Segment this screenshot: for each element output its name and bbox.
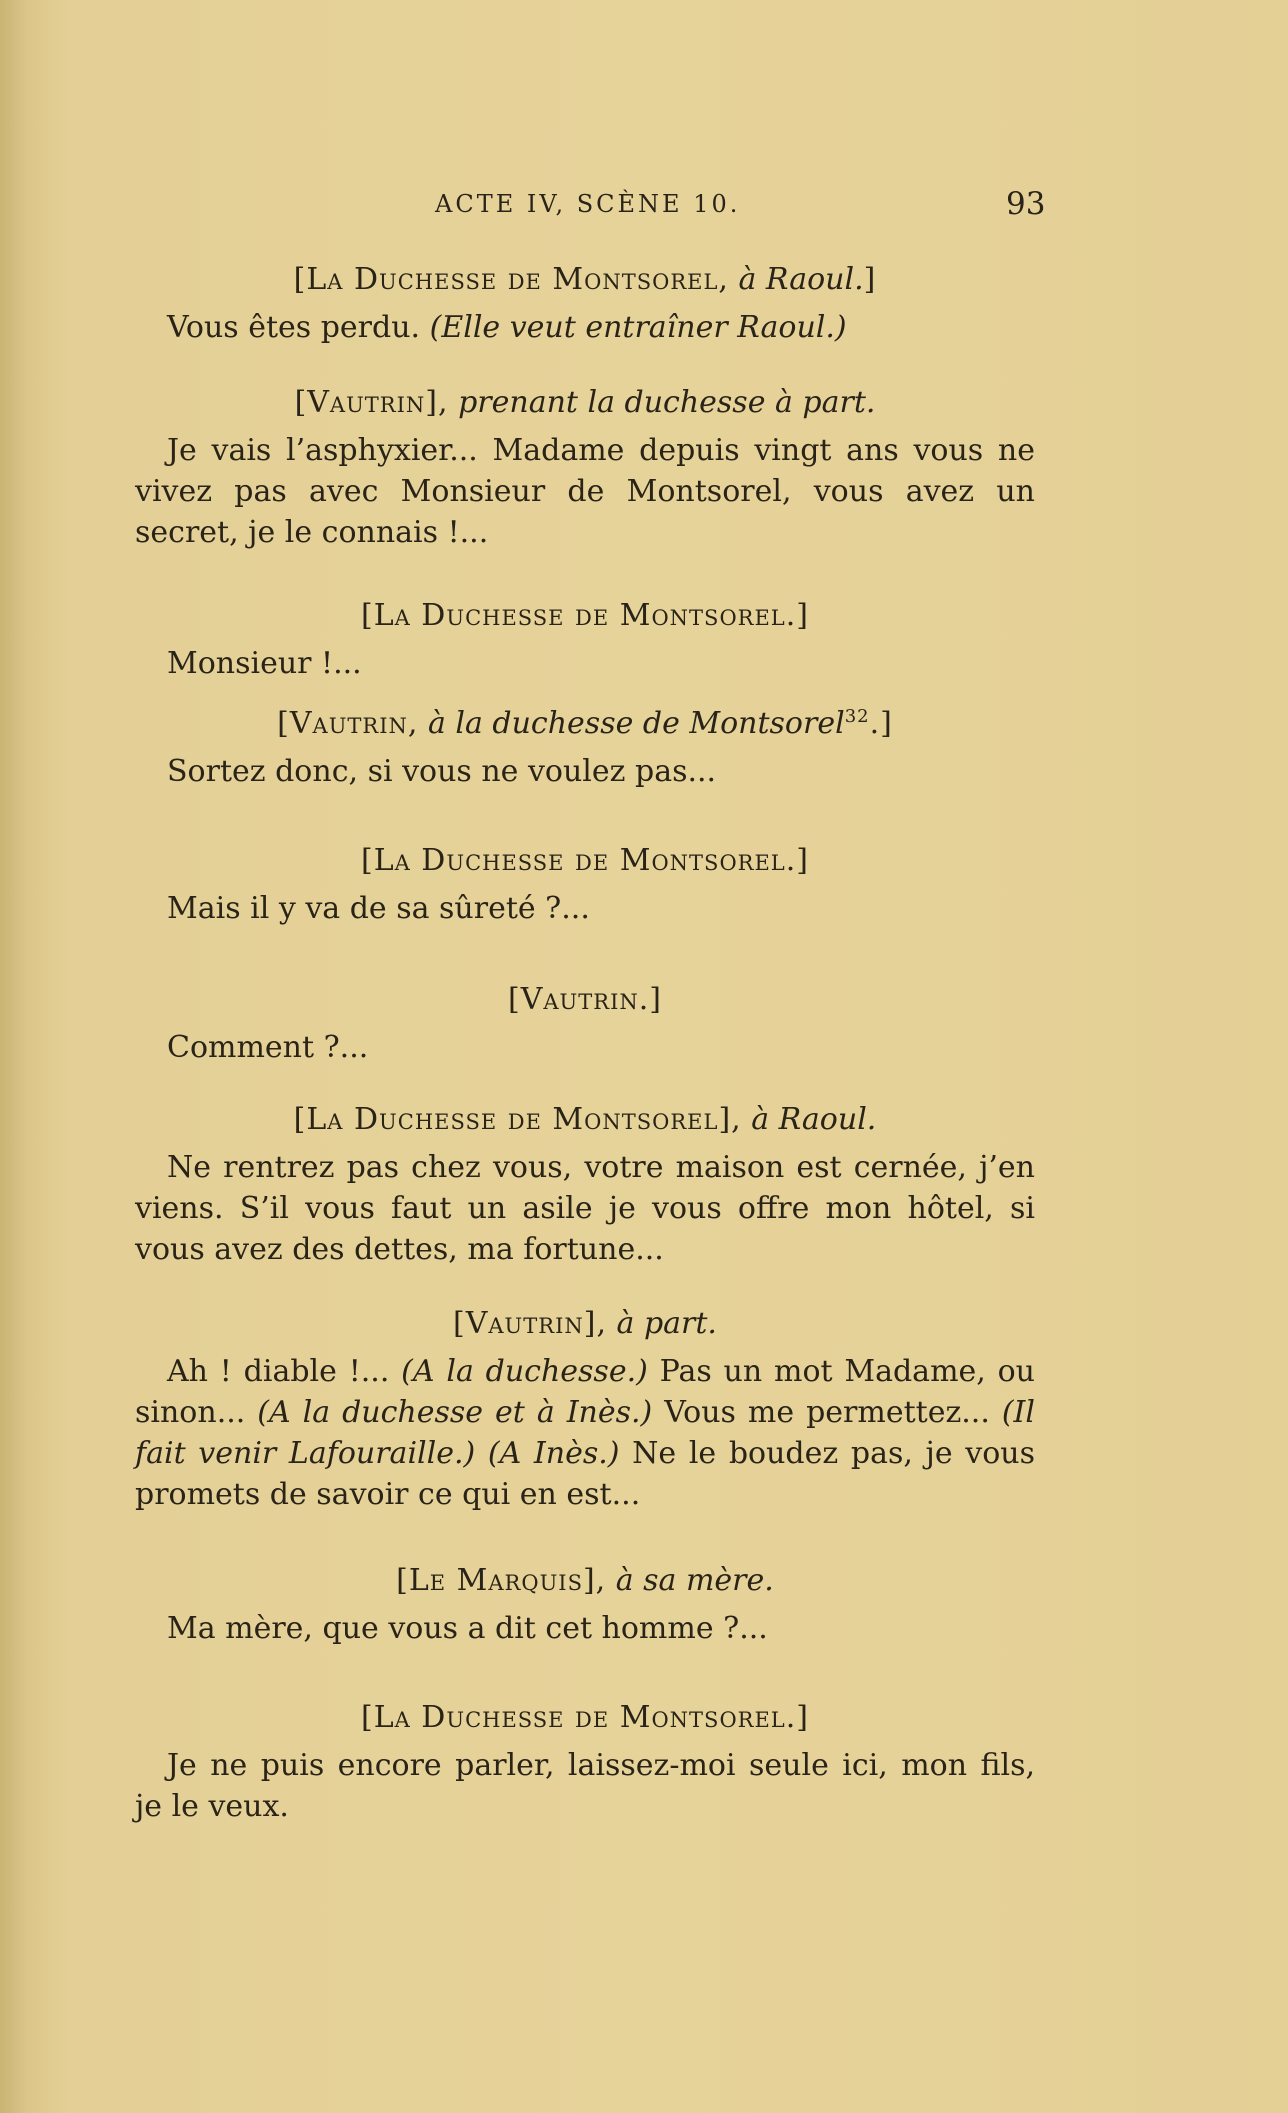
stage-direction: à la duchesse de Montsorel <box>418 706 845 741</box>
speaker-line <box>135 598 1035 633</box>
speech-segment: Comment ?... <box>167 1030 369 1065</box>
dialogue-entry <box>135 1102 1035 1270</box>
speaker-name: [Vautrin], <box>294 385 449 420</box>
stage-direction: à part. <box>606 1306 717 1341</box>
speech-text <box>135 1608 1035 1649</box>
speech-segment: Pas un mot Madame, ou sinon... <box>135 1354 1035 1430</box>
dialogue-entry <box>135 706 1035 792</box>
speech-segment: Je vais l’asphyxier... Madame depuis vingt ans vous ne vivez pas avec Monsieur de Montsorel, vous avez un secret, je le connais !... <box>135 433 1035 550</box>
speaker-name: [Vautrin, <box>277 706 419 741</box>
stage-direction: prenant la duchesse à part. <box>448 385 876 420</box>
speech-text <box>135 751 1035 792</box>
speaker-name: [La Duchesse de Montsorel.] <box>360 843 809 878</box>
speech-segment: Vous êtes perdu. <box>167 310 430 345</box>
speaker-line <box>135 1563 1035 1598</box>
inline-stage-direction: (A la duchesse et à Inès.) <box>257 1395 653 1430</box>
page-number: 93 <box>1006 186 1046 222</box>
speech-text <box>135 1027 1035 1068</box>
speaker-name: [La Duchesse de Montsorel.] <box>360 1700 809 1735</box>
speech-segment: Ne rentrez pas chez vous, votre maison est cernée, j’en viens. S’il vous faut un asile je vous offre mon hôtel, si vous avez des dettes, ma fortune... <box>135 1150 1035 1267</box>
dialogue-entry <box>135 598 1035 684</box>
speech-segment: Monsieur !... <box>167 646 362 681</box>
speech-text <box>135 1745 1035 1827</box>
dialogue-entry <box>135 1306 1035 1515</box>
speaker-line <box>135 843 1035 878</box>
dialogue-entry <box>135 385 1035 553</box>
speaker-name: [La Duchesse de Montsorel, <box>293 262 729 297</box>
running-head <box>0 186 1288 230</box>
dialogue-entry <box>135 982 1035 1068</box>
speech-segment: Ne le boudez pas, je vous promets de savoir ce qui en est... <box>135 1436 1035 1512</box>
speech-text <box>135 888 1035 929</box>
inline-stage-direction: (A la duchesse.) <box>401 1354 648 1389</box>
speech-segment: Vous me permettez... <box>652 1395 1002 1430</box>
speaker-line <box>135 1700 1035 1735</box>
speech-text <box>135 307 1035 348</box>
speaker-close: .] <box>869 706 893 741</box>
speaker-line <box>135 982 1035 1017</box>
dialogue-entry <box>135 843 1035 929</box>
speaker-name: [Le Marquis], <box>396 1563 607 1598</box>
speaker-line <box>135 1102 1035 1137</box>
speech-text <box>135 430 1035 553</box>
speaker-name: [La Duchesse de Montsorel], <box>293 1102 742 1137</box>
speaker-line <box>135 385 1035 420</box>
speaker-line <box>135 706 1035 741</box>
footnote-ref: 32 <box>844 706 870 727</box>
dialogue-entry <box>135 262 1035 348</box>
speech-segment: Ah ! diable !... <box>167 1354 402 1389</box>
stage-direction: à sa mère. <box>606 1563 774 1598</box>
speech-text <box>135 1147 1035 1270</box>
speech-segment: Ma mère, que vous a dit cet homme ?... <box>167 1611 768 1646</box>
inline-stage-direction: (Elle veut entraîner Raoul.) <box>429 310 847 345</box>
speaker-close: ] <box>863 262 877 297</box>
speech-text <box>135 643 1035 684</box>
speech-segment: Mais il y va de sa sûreté ?... <box>167 891 590 926</box>
speech-segment: Sortez donc, si vous ne voulez pas... <box>167 754 717 789</box>
running-title: ACTE IV, SCÈNE 10. <box>435 190 741 218</box>
speech-text <box>135 1351 1035 1515</box>
speaker-name: [Vautrin.] <box>508 982 662 1017</box>
dialogue-entry <box>135 1700 1035 1827</box>
speaker-line <box>135 262 1035 297</box>
stage-direction: à Raoul. <box>741 1102 877 1137</box>
speaker-line <box>135 1306 1035 1341</box>
inline-stage-direction: (Il fait venir Lafouraille.) (A Inès.) <box>135 1395 1035 1471</box>
dialogue-entry <box>135 1563 1035 1649</box>
stage-direction: à Raoul. <box>728 262 864 297</box>
speaker-name: [Vautrin], <box>453 1306 607 1341</box>
speech-segment: Je ne puis encore parler, laissez-moi seule ici, mon fils, je le veux. <box>135 1748 1035 1824</box>
speaker-name: [La Duchesse de Montsorel.] <box>360 598 809 633</box>
